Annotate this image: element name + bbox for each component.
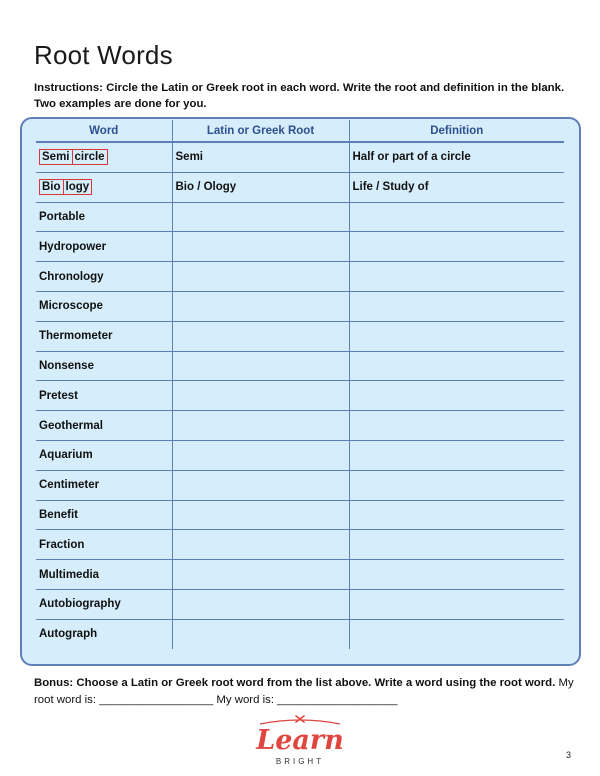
root-cell[interactable] <box>172 381 349 411</box>
word-cell: Geothermal <box>36 411 172 441</box>
table-row <box>36 202 564 232</box>
root-cell[interactable] <box>172 262 349 292</box>
word-cell: Nonsense <box>36 351 172 381</box>
definition-cell[interactable] <box>349 560 564 590</box>
root-circle: Bio <box>39 179 64 195</box>
learn-bright-logo <box>240 712 360 768</box>
definition-cell[interactable] <box>349 500 564 530</box>
logo-wordmark: Learn <box>256 725 344 756</box>
definition-cell[interactable] <box>349 530 564 560</box>
definition-cell[interactable] <box>349 202 564 232</box>
page-number: 3 <box>566 750 572 760</box>
table-row <box>36 411 564 441</box>
table-row <box>36 142 564 172</box>
definition-cell[interactable] <box>349 619 564 648</box>
word-cell: Pretest <box>36 381 172 411</box>
table-row <box>36 589 564 619</box>
bonus-lead: Bonus: Choose a Latin or Greek root word from the list above. Write a word using the root word. <box>34 677 556 689</box>
root-cell[interactable]: Bio / Ology <box>172 172 349 202</box>
root-cell[interactable] <box>172 589 349 619</box>
word-cell: Portable <box>36 202 172 232</box>
word-cell: Hydropower <box>36 232 172 262</box>
root-cell[interactable] <box>172 619 349 648</box>
table-row <box>36 530 564 560</box>
logo-subtitle: BRIGHT <box>275 757 325 766</box>
root-cell[interactable] <box>172 500 349 530</box>
table-row <box>36 291 564 321</box>
root-cell[interactable] <box>172 232 349 262</box>
table-row <box>36 321 564 351</box>
instructions: Instructions: Circle the Latin or Greek root in each word. Write the root and definition in the blank. Two examples are done for you. <box>34 82 565 110</box>
word-cell: Thermometer <box>36 321 172 351</box>
table-row <box>36 500 564 530</box>
definition-cell[interactable] <box>349 291 564 321</box>
definition-cell[interactable] <box>349 589 564 619</box>
bonus-question <box>34 675 574 709</box>
word-cell: Fraction <box>36 530 172 560</box>
root-cell[interactable] <box>172 321 349 351</box>
definition-cell[interactable] <box>349 351 564 381</box>
root-cell[interactable] <box>172 530 349 560</box>
header-root: Latin or Greek Root <box>172 120 349 142</box>
root-cell[interactable] <box>172 470 349 500</box>
word-cell: Autograph <box>36 619 172 648</box>
root-cell[interactable] <box>172 560 349 590</box>
table-row <box>36 381 564 411</box>
root-circle: Semi <box>39 149 73 165</box>
root-cell[interactable] <box>172 411 349 441</box>
root-cell[interactable] <box>172 202 349 232</box>
root-cell[interactable]: Semi <box>172 142 349 172</box>
table-row <box>36 351 564 381</box>
definition-cell[interactable] <box>349 381 564 411</box>
table-row <box>36 262 564 292</box>
table-row <box>36 560 564 590</box>
definition-cell[interactable] <box>349 470 564 500</box>
table-row <box>36 172 564 202</box>
table-row <box>36 619 564 648</box>
table-header-row <box>36 120 564 142</box>
definition-cell[interactable] <box>349 411 564 441</box>
header-definition: Definition <box>349 120 564 142</box>
root-words-table <box>36 120 564 649</box>
definition-cell[interactable] <box>349 232 564 262</box>
word-cell[interactable] <box>36 142 172 172</box>
root-cell[interactable] <box>172 440 349 470</box>
word-cell: Benefit <box>36 500 172 530</box>
root-cell[interactable] <box>172 351 349 381</box>
definition-cell[interactable] <box>349 262 564 292</box>
table-row <box>36 470 564 500</box>
word-cell: Autobiography <box>36 589 172 619</box>
table-row <box>36 440 564 470</box>
word-cell: Chronology <box>36 262 172 292</box>
logo-x-mark <box>296 716 304 722</box>
definition-cell[interactable] <box>349 321 564 351</box>
word-cell[interactable] <box>36 172 172 202</box>
bonus-blanks[interactable]: My root word is: __________________ My word is: ___________________ <box>34 677 574 706</box>
root-cell[interactable] <box>172 291 349 321</box>
word-cell: Microscope <box>36 291 172 321</box>
header-word: Word <box>36 120 172 142</box>
definition-cell[interactable]: Life / Study of <box>349 172 564 202</box>
word-cell: Aquarium <box>36 440 172 470</box>
word-cell: Centimeter <box>36 470 172 500</box>
suffix-circle: circle <box>73 149 108 165</box>
table-row <box>36 232 564 262</box>
definition-cell[interactable]: Half or part of a circle <box>349 142 564 172</box>
suffix-circle: logy <box>64 179 93 195</box>
page-title: Root Words <box>34 40 173 70</box>
logo-arc <box>260 720 340 724</box>
definition-cell[interactable] <box>349 440 564 470</box>
word-cell: Multimedia <box>36 560 172 590</box>
